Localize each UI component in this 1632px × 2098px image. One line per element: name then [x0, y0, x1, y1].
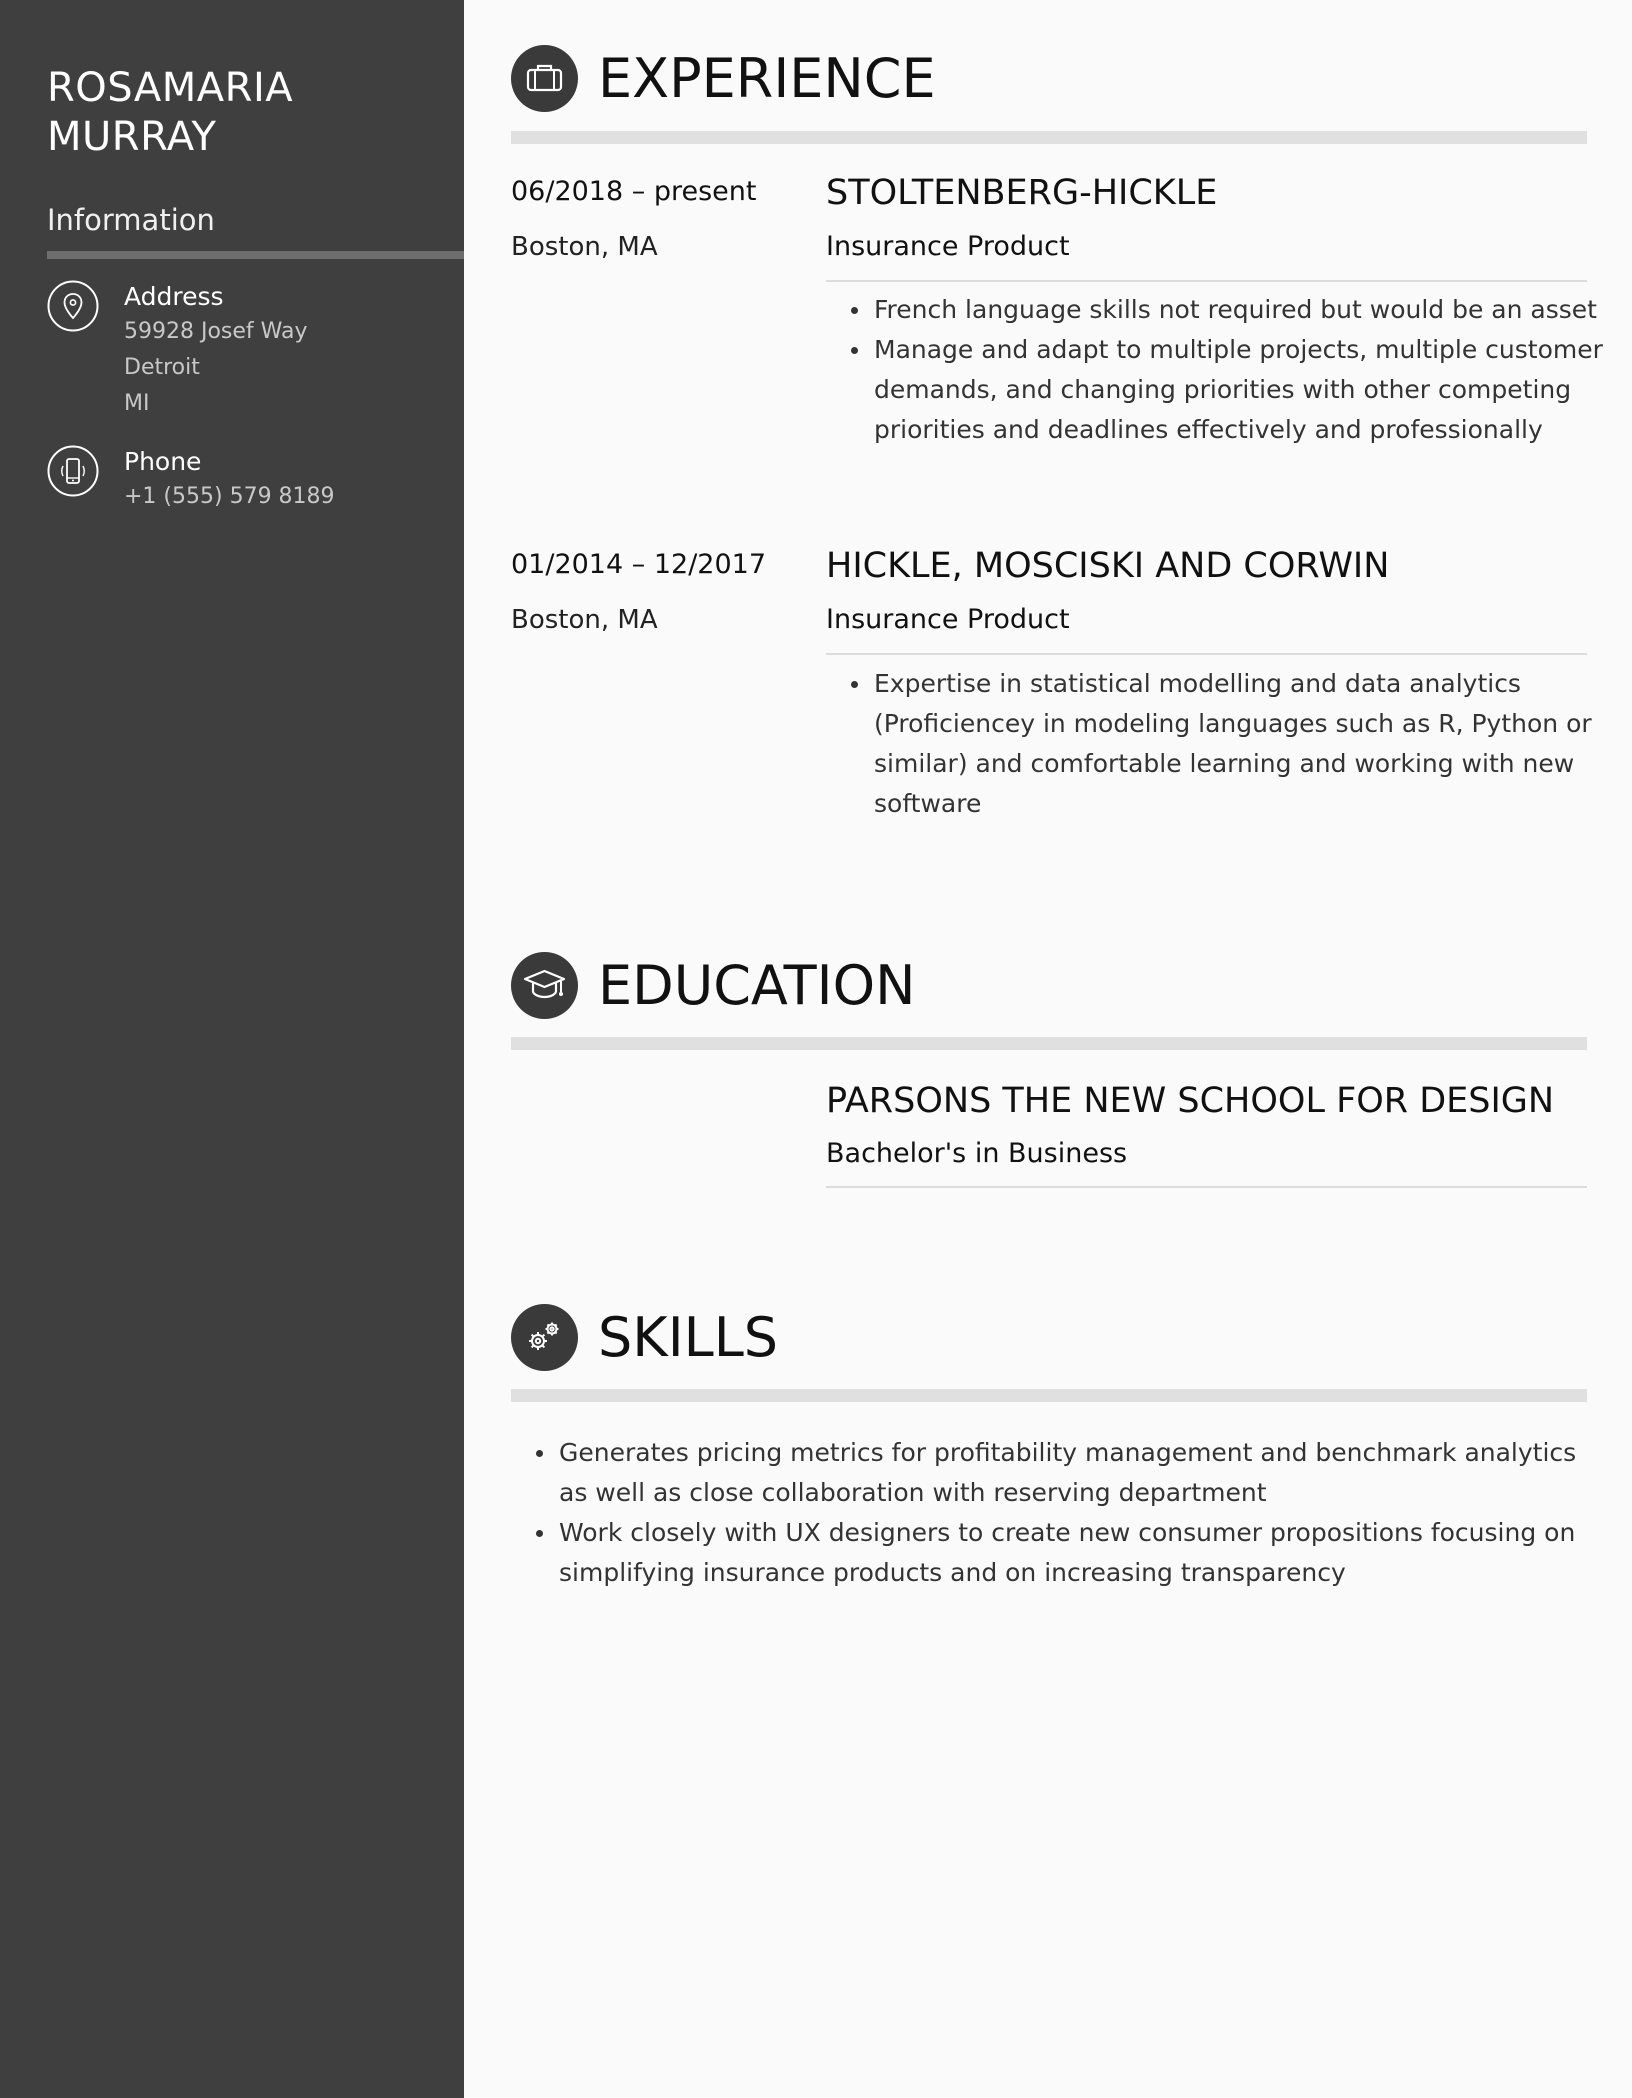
map-pin-icon — [47, 280, 99, 332]
last-name: MURRAY — [47, 114, 217, 160]
person-name — [47, 64, 427, 162]
education-degree: Bachelor's in Business — [826, 1138, 1128, 1169]
list-item: French language skills not required but would be an asset — [874, 290, 1612, 330]
job-1-role: Insurance Product — [826, 231, 1070, 262]
mobile-phone-icon — [47, 445, 99, 497]
job-1-company: STOLTENBERG-HICKLE — [826, 173, 1218, 213]
phone-label: Phone — [124, 447, 202, 476]
job-1-dates: 06/2018 – present — [511, 176, 757, 207]
job-2-divider — [826, 653, 1587, 655]
information-heading: Information — [47, 203, 215, 237]
address-label: Address — [124, 282, 224, 311]
experience-rule — [511, 131, 1587, 144]
job-2-role: Insurance Product — [826, 604, 1070, 635]
list-item: Generates pricing metrics for profitability management and benchmark analytics as well as close collaboration with reserving department — [559, 1433, 1609, 1513]
skills-rule — [511, 1389, 1587, 1402]
education-school: PARSONS THE NEW SCHOOL FOR DESIGN — [826, 1081, 1555, 1121]
address-line-2: Detroit — [124, 355, 200, 380]
job-2-dates: 01/2014 – 12/2017 — [511, 549, 766, 580]
education-divider — [826, 1186, 1587, 1188]
skills-title: SKILLS — [598, 1306, 779, 1369]
list-item: Work closely with UX designers to create new consumer propositions focusing on simplifying insurance products and on increasing transparency — [559, 1513, 1609, 1593]
job-1-bullets — [826, 290, 1612, 450]
first-name: ROSAMARIA — [47, 65, 294, 111]
job-2-location: Boston, MA — [511, 605, 658, 635]
education-rule — [511, 1037, 1587, 1050]
address-line-1: 59928 Josef Way — [124, 319, 308, 344]
sidebar — [0, 0, 464, 2098]
job-1-divider — [826, 280, 1587, 282]
information-divider — [47, 251, 464, 259]
job-2-company: HICKLE, MOSCISKI AND CORWIN — [826, 546, 1390, 586]
briefcase-icon — [511, 45, 578, 112]
experience-title: EXPERIENCE — [598, 47, 936, 110]
job-2-bullets — [826, 664, 1612, 824]
job-1-location: Boston, MA — [511, 232, 658, 262]
phone-value: +1 (555) 579 8189 — [124, 484, 335, 509]
education-title: EDUCATION — [598, 954, 916, 1017]
address-line-3: MI — [124, 391, 150, 416]
list-item: Expertise in statistical modelling and data analytics (Proficiencey in modeling languages such as R, Python or similar) and comfortable learning and working with new software — [874, 664, 1612, 824]
list-item: Manage and adapt to multiple projects, multiple customer demands, and changing priorities with other competing priorities and deadlines effectively and professionally — [874, 330, 1612, 450]
gears-icon — [511, 1304, 578, 1371]
skills-list — [511, 1433, 1609, 1593]
graduation-cap-icon — [511, 952, 578, 1019]
